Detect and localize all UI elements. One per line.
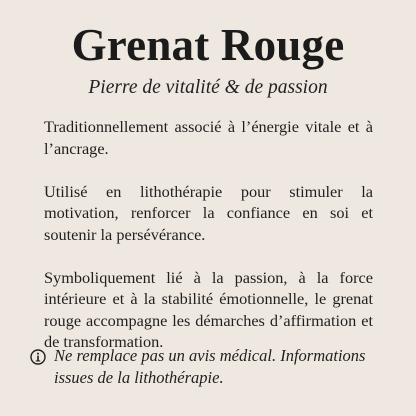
paragraph-grounding: Traditionnellement associé à l’énergie vitale et à l’ancrage.	[44, 117, 373, 158]
paragraph-symbolism: Symboliquement lié à la passion, à la force intérieure et à la stabilité émotionnelle, le grenat rouge accompagne les démarches d’affirmation et de transformation.	[44, 267, 373, 351]
page-title: Grenat Rouge	[71, 20, 345, 70]
info-icon	[30, 349, 46, 365]
description	[44, 116, 373, 353]
disclaimer-text: Ne remplace pas un avis médical. Informations issues de la lithothérapie.	[54, 346, 366, 387]
disclaimer	[30, 345, 390, 388]
paragraph-lithotherapy: Utilisé en lithothérapie pour stimuler la motivation, renforcer la confiance en soi et soutenir la persévérance.	[44, 181, 373, 244]
page-subtitle: Pierre de vitalité & de passion	[88, 77, 328, 98]
